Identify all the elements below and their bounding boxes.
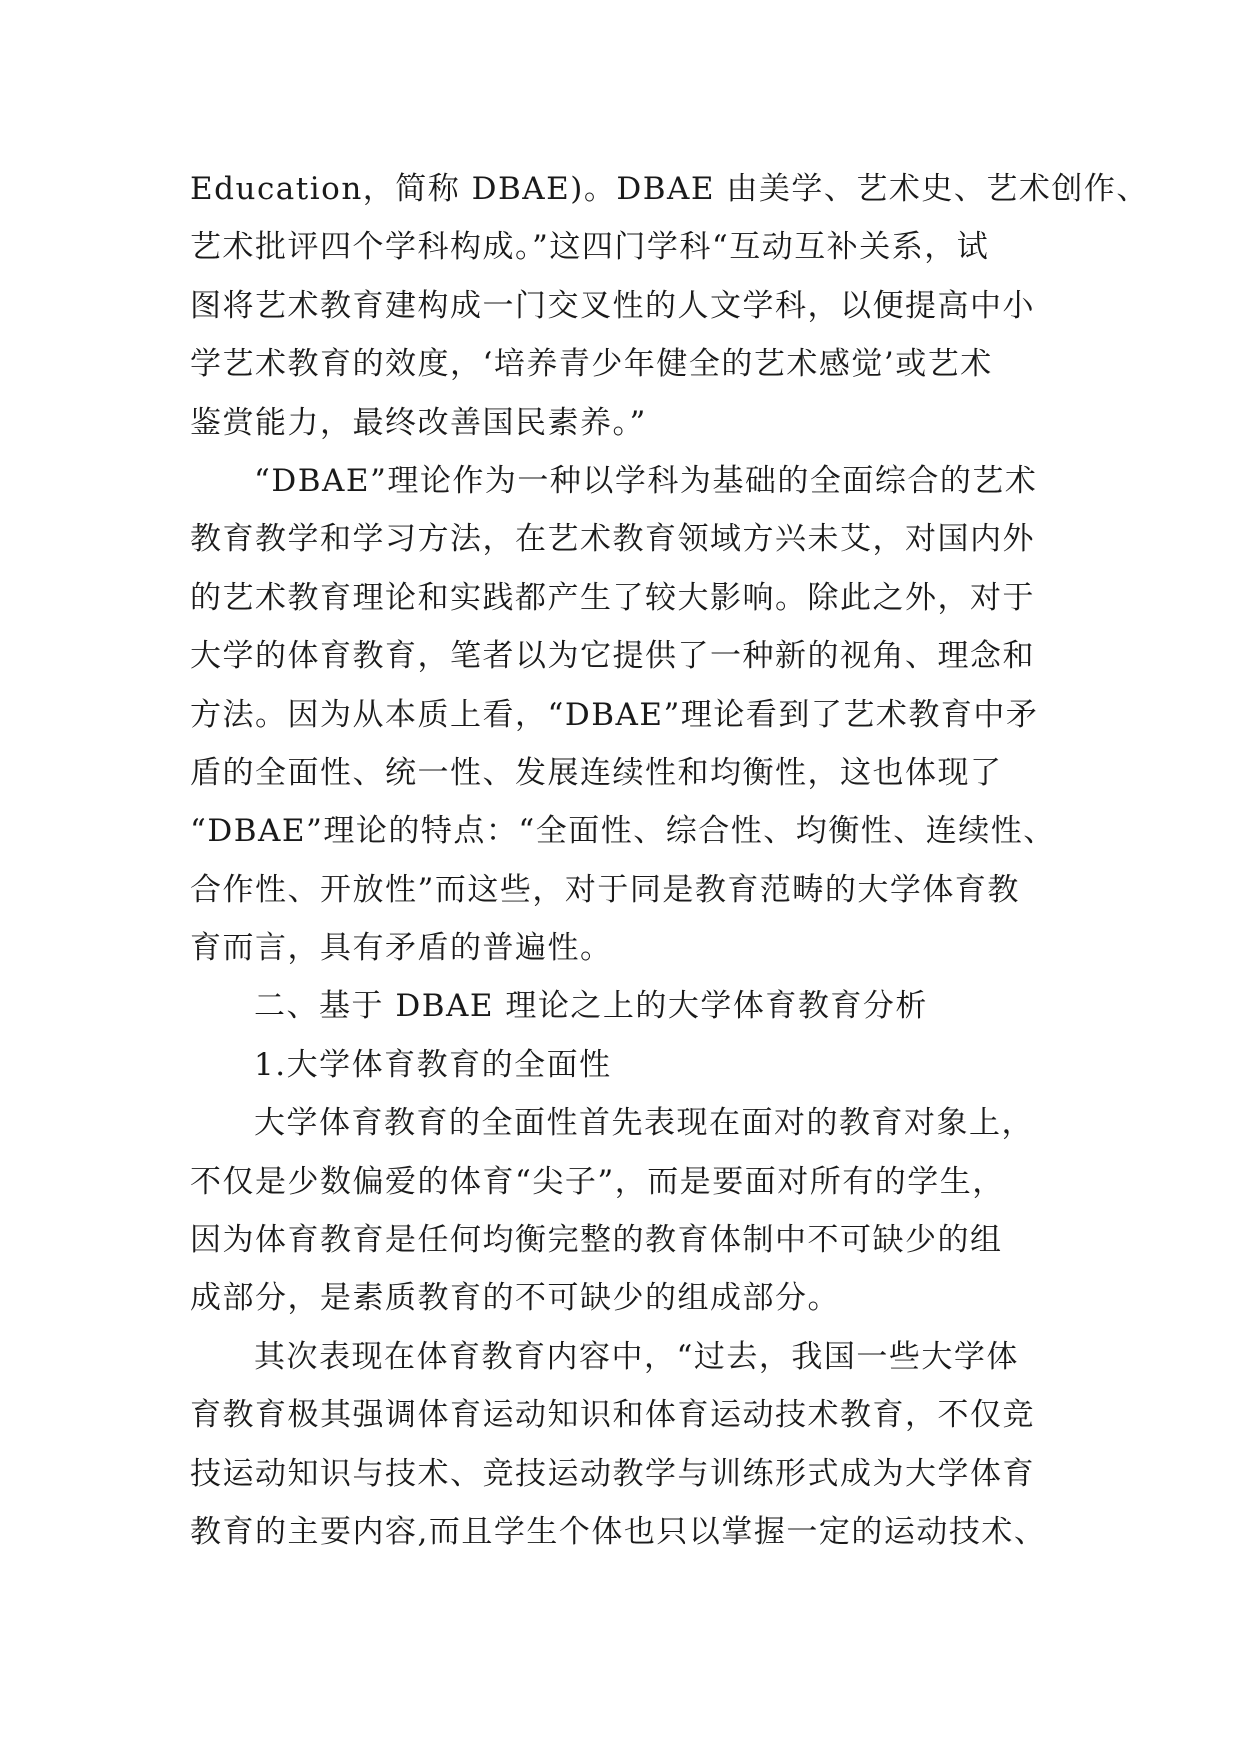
subsection-heading: 1.大学体育教育的全面性 xyxy=(254,1046,612,1083)
text-line: 成部分，是素质教育的不可缺少的组成部分。 xyxy=(190,1280,840,1317)
text-line: 教育的主要内容,而且学生个体也只以掌握一定的运动技术、 xyxy=(190,1513,1047,1550)
text-line: 鉴赏能力，最终改善国民素养。” xyxy=(190,404,647,441)
paragraph-start-line: 其次表现在体育教育内容中，“过去，我国一些大学体 xyxy=(254,1338,1019,1375)
paragraph-start-line: 大学体育教育的全面性首先表现在面对的教育对象上， xyxy=(254,1105,1034,1142)
text-line: 图将艺术教育建构成一门交叉性的人文学科，以便提高中小 xyxy=(190,287,1035,324)
text-line: 技运动知识与技术、竞技运动教学与训练形式成为大学体育 xyxy=(190,1455,1035,1492)
body-text xyxy=(190,160,1149,1561)
text-line: 大学的体育教育，笔者以为它提供了一种新的视角、理念和 xyxy=(190,638,1035,675)
text-line: 方法。因为从本质上看，“DBAE”理论看到了艺术教育中矛 xyxy=(190,696,1039,733)
paragraph-start-line: “DBAE”理论作为一种以学科为基础的全面综合的艺术 xyxy=(254,462,1038,499)
text-line: 学艺术教育的效度，‘培养青少年健全的艺术感觉’或艺术 xyxy=(190,346,993,383)
text-line: 合作性、开放性”而这些，对于同是教育范畴的大学体育教 xyxy=(190,871,1020,908)
text-line: 不仅是少数偏爱的体育“尖子”，而是要面对所有的学生， xyxy=(190,1163,1005,1200)
text-line: “DBAE”理论的特点：“全面性、综合性、均衡性、连续性、 xyxy=(190,813,1056,850)
text-line: 教育教学和学习方法，在艺术教育领域方兴未艾，对国内外 xyxy=(190,521,1035,558)
text-line: 因为体育教育是任何均衡完整的教育体制中不可缺少的组 xyxy=(190,1222,1003,1259)
text-line: Education，简称 DBAE)。DBAE 由美学、艺术史、艺术创作、 xyxy=(190,171,1149,207)
text-line: 艺术批评四个学科构成。”这四门学科“互动互补关系，试 xyxy=(190,229,990,266)
section-heading: 二、基于 DBAE 理论之上的大学体育教育分析 xyxy=(254,988,928,1025)
text-line: 育教育极其强调体育运动知识和体育运动技术教育，不仅竞 xyxy=(190,1397,1035,1434)
text-line: 的艺术教育理论和实践都产生了较大影响。除此之外，对于 xyxy=(190,579,1035,616)
text-line: 盾的全面性、统一性、发展连续性和均衡性，这也体现了 xyxy=(190,754,1003,791)
text-line: 育而言，具有矛盾的普遍性。 xyxy=(190,930,613,967)
